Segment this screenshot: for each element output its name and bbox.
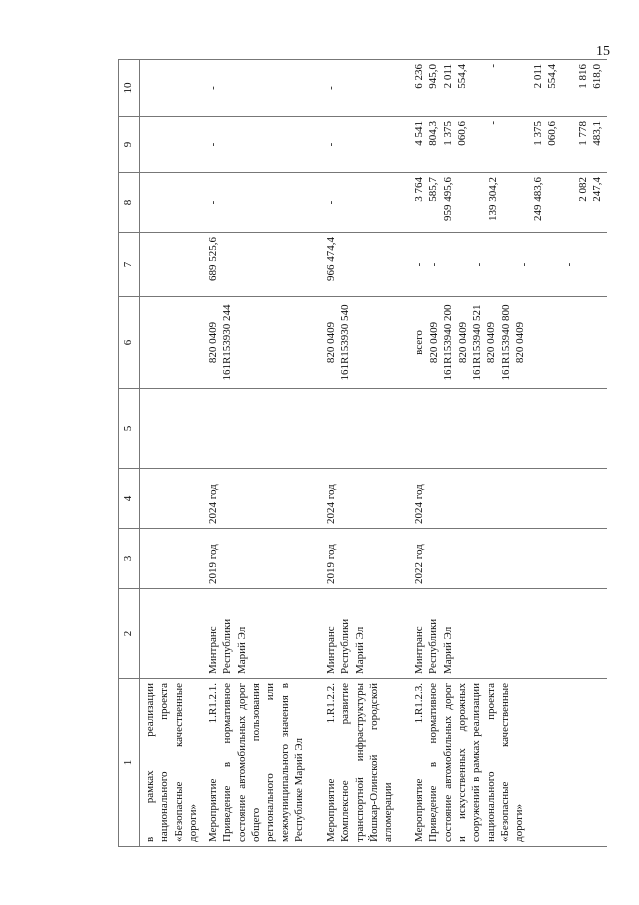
- amount-col10: [409, 60, 607, 117]
- amount: 139 304,2: [486, 177, 499, 221]
- amount-col10: -: [321, 60, 409, 117]
- amount-col9: [409, 117, 607, 173]
- amount: -: [563, 262, 576, 267]
- amount-col9: -: [203, 117, 321, 173]
- end-year-cell: 2024 год: [203, 469, 321, 529]
- executor-cell: Минтранс Республики Марий Эл: [321, 589, 409, 679]
- header-cell: 3: [119, 529, 140, 589]
- budget-table: [118, 59, 607, 847]
- amount-col7: [409, 233, 607, 297]
- header-cell: 7: [119, 233, 140, 297]
- description-cell: Мероприятие 1.R1.2.2. Комплексное развитие транспортной инфраструктуры Йошкар-Олинской городской агломерации: [321, 679, 409, 847]
- amount: 6 236 945,0: [413, 64, 440, 89]
- amount: 2 011 554,4: [531, 64, 559, 89]
- end-year-cell: 2024 год: [321, 469, 409, 529]
- amount: 2 011 554,4: [441, 64, 469, 89]
- end-year-cell: [140, 469, 204, 529]
- col5-cell: [321, 389, 409, 469]
- amount: 1 375 060,6: [441, 121, 469, 146]
- budget-code-cell: [409, 297, 607, 389]
- amount: 2 082 247,4: [576, 177, 604, 202]
- col5-cell: [203, 389, 321, 469]
- amount: 1 375 060,6: [531, 121, 559, 146]
- amount-col8: [140, 173, 204, 233]
- start-year-cell: 2019 год: [203, 529, 321, 589]
- amount-col10: -: [203, 60, 321, 117]
- header-cell: 10: [119, 60, 140, 117]
- amount: -: [413, 262, 426, 267]
- amount-col9: [140, 117, 204, 173]
- amount-col8: [409, 173, 607, 233]
- header-cell: 4: [119, 469, 140, 529]
- amount: -: [518, 262, 531, 267]
- budget-code: 820 0409: [513, 321, 526, 364]
- budget-code-cell: 820 0409 161R153930 540: [321, 297, 409, 389]
- header-cell: 8: [119, 173, 140, 233]
- amount-col7: [140, 233, 204, 297]
- page-number: 15: [596, 44, 610, 59]
- amount: 3 764 585,7: [413, 177, 440, 202]
- amount-col8: -: [203, 173, 321, 233]
- header-cell: 2: [119, 589, 140, 679]
- start-year-cell: 2022 год: [409, 529, 607, 589]
- table-row: [203, 60, 321, 847]
- header-cell: 5: [119, 389, 140, 469]
- budget-code-cell: [140, 297, 204, 389]
- description-cell: в рамках реализации национального проекта «Безопасные качественные дороги»: [140, 679, 204, 847]
- end-year-cell: 2024 год: [409, 469, 607, 529]
- amount: 1 778 483,1: [576, 121, 604, 146]
- amount: 4 541 804,3: [413, 121, 440, 146]
- amount: -: [473, 262, 486, 267]
- col5-cell: [140, 389, 204, 469]
- budget-code: 820 0409 161R153940 200: [428, 304, 455, 381]
- budget-code: всего: [413, 330, 426, 355]
- description-cell: Мероприятие 1.R1.2.3. Приведение в нормативное состояние автомобильных дорог и искусственных дорожных сооружений в рамках реализации национального проекта «Безопасные качественные дороги»: [409, 679, 607, 847]
- budget-code: 820 0409 161R153940 521: [456, 304, 484, 381]
- table-row: [321, 60, 409, 847]
- start-year-cell: [140, 529, 204, 589]
- amount: 1 816 618,0: [576, 64, 604, 89]
- header-cell: 6: [119, 297, 140, 389]
- amount-col10: [140, 60, 204, 117]
- amount-col8: -: [321, 173, 409, 233]
- amount-col9: -: [321, 117, 409, 173]
- executor-cell: [140, 589, 204, 679]
- amount: 249 483,6: [531, 177, 544, 221]
- start-year-cell: 2019 год: [321, 529, 409, 589]
- amount: -: [486, 64, 499, 68]
- header-cell: 9: [119, 117, 140, 173]
- amount: -: [486, 121, 499, 125]
- header-row: [119, 60, 140, 847]
- amount-col7: 966 474,4: [321, 233, 409, 297]
- budget-code: 820 0409 161R153940 800: [485, 304, 512, 381]
- amount: -: [428, 262, 441, 267]
- table-row: [409, 60, 607, 847]
- amount: 959 495,6: [441, 177, 454, 221]
- header-cell: 1: [119, 679, 140, 847]
- description-cell: Мероприятие 1.R1.2.1. Приведение в нормативное состояние автомобильных дорог общего пользования регионального или межмуниципального значения в Республике Марий Эл: [203, 679, 321, 847]
- executor-cell: Минтранс Республики Марий Эл: [203, 589, 321, 679]
- table-row: [140, 60, 204, 847]
- budget-code-cell: 820 0409 161R153930 244: [203, 297, 321, 389]
- executor-cell: Минтранс Республики Марий Эл: [409, 589, 607, 679]
- amount-col7: 689 525,6: [203, 233, 321, 297]
- col5-cell: [409, 389, 607, 469]
